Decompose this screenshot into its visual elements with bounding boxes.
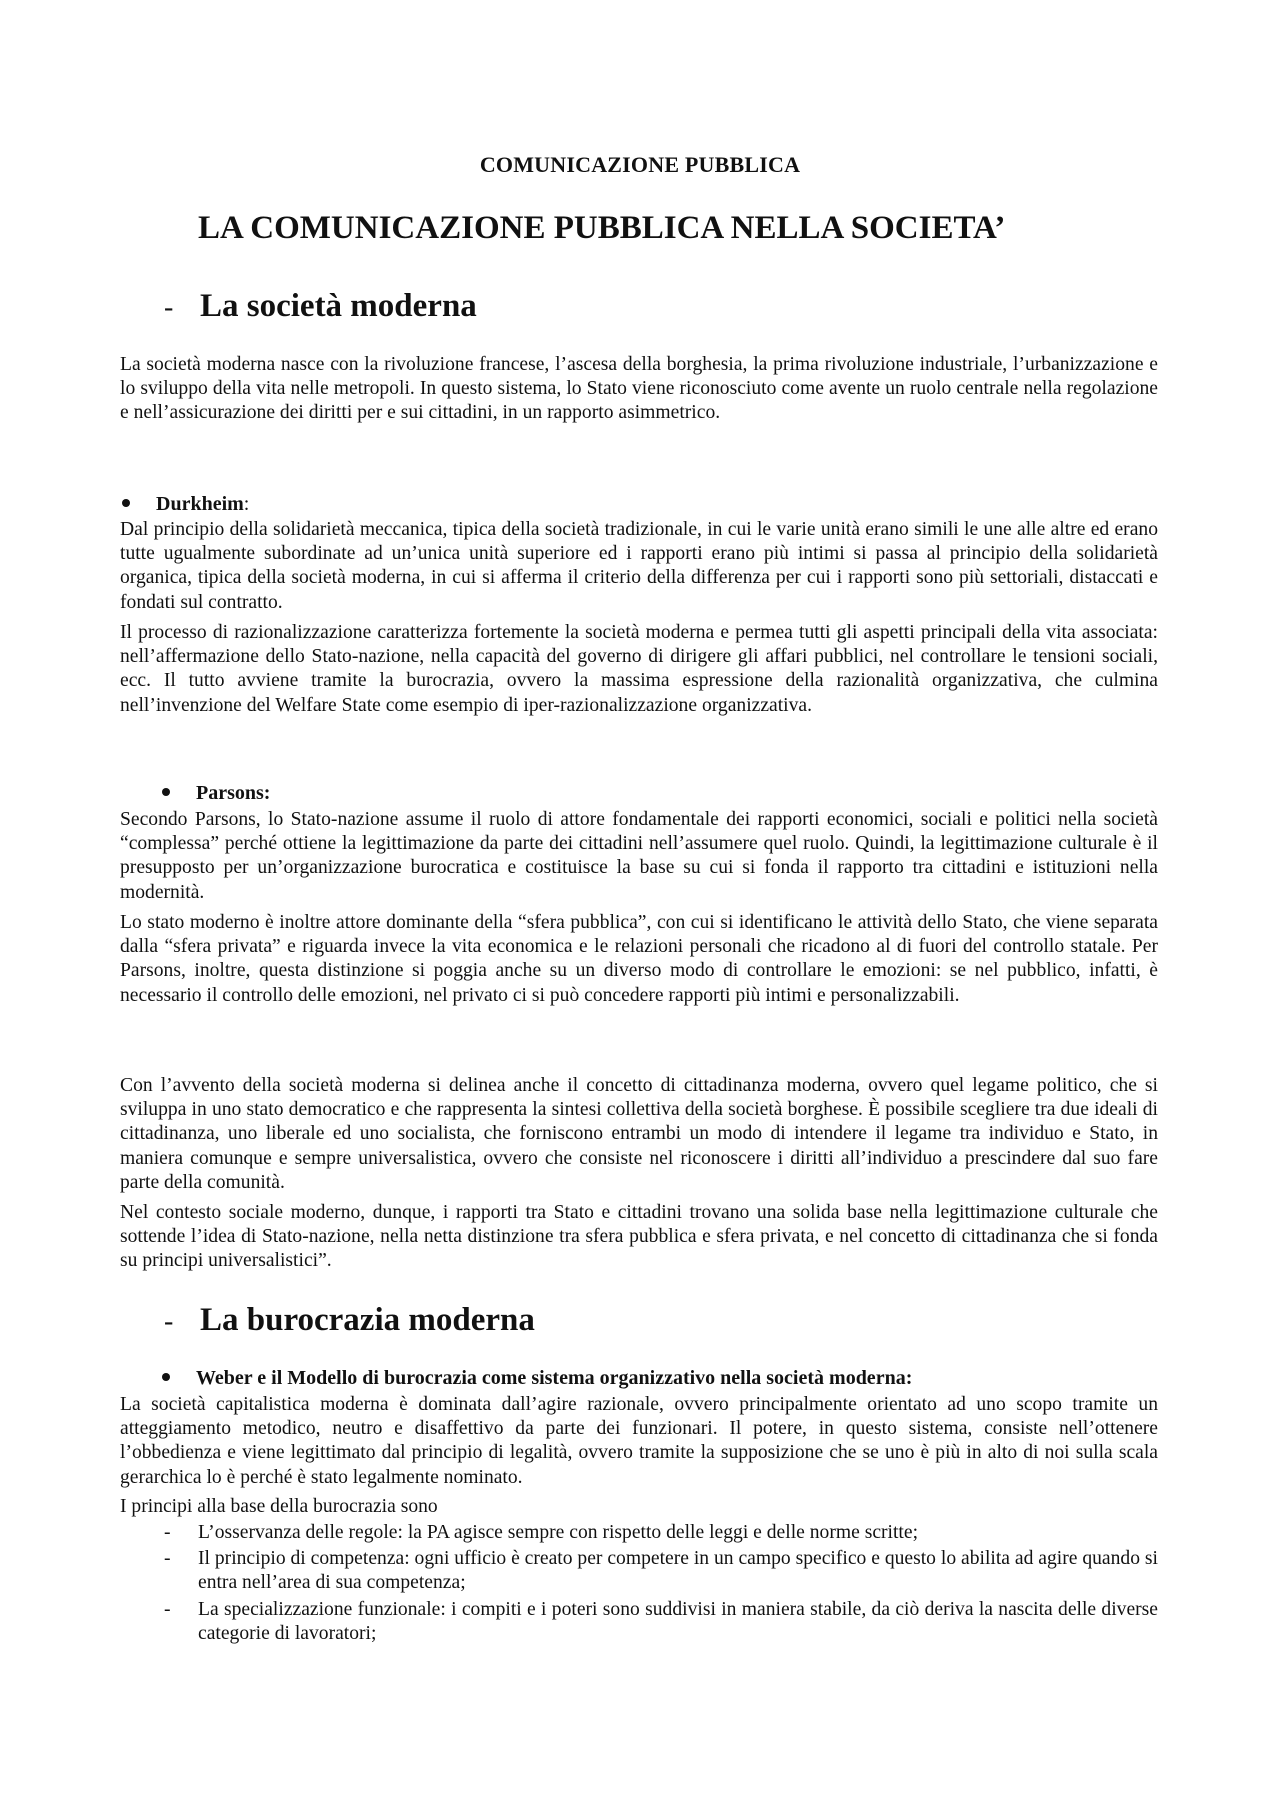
list-dash: - [164, 1548, 171, 1570]
list-item [160, 1598, 1158, 1646]
heading-text: La burocrazia moderna [200, 1302, 535, 1338]
paragraph-intro: La società moderna nasce con la rivoluzione francese, l’ascesa della borghesia, la prima rivoluzione industriale, l’urbanizzazione e lo sviluppo della vita nelle metropoli. In questo sistema, lo Stato viene riconosciuto come avente un ruolo centrale nella regolazione e nell’assicurazione dei diritti per e sui cittadini, in un rapporto asimmetrico. [120, 354, 1158, 424]
bullet-dot [162, 1373, 170, 1381]
paragraph-weber-2: I principi alla base della burocrazia sono [120, 1496, 438, 1517]
list-item [160, 1521, 1158, 1545]
list-dash: - [164, 1522, 171, 1543]
heading-text: La società moderna [200, 288, 477, 324]
section-heading-societa-moderna [164, 288, 477, 325]
paragraph-citizenship-1: Con l’avvento della società moderna si delinea anche il concetto di cittadinanza moderna, ovvero quel legame politico, che si sviluppa in uno stato democratico e che rappresenta la sintesi collettiva della società borghese. È possibile scegliere tra due ideali di cittadinanza, uno liberale ed uno socialista, che forniscono entrambi un modo di intendere il legame tra individuo e Stato, in maniera comunque e sempre universalistica, ovvero che consiste nel riconoscere i diritti all’individuo a prescindere dal suo fare parte della comunità. [120, 1075, 1158, 1193]
bullet-dot [162, 788, 170, 796]
principles-list [160, 1521, 1158, 1648]
list-item-text: L’osservanza delle regole: la PA agisce sempre con rispetto delle leggi e delle norme scritte; [198, 1522, 919, 1543]
bullet-colon: : [243, 493, 250, 515]
heading-dash: - [164, 1306, 174, 1337]
bullet-label: Parsons: [196, 782, 271, 804]
paragraph-parsons-2: Lo stato moderno è inoltre attore dominante della “sfera pubblica”, con cui si identificano le attività dello Stato, che viene separata dalla “sfera privata” e riguarda invece la vita economica e le relazioni personali che ricadono al di fuori del controllo statale. Per Parsons, inoltre, questa distinzione si poggia anche su un diverso modo di controllare le emozioni: se nel pubblico, infatti, è necessario il controllo delle emozioni, nel privato ci si può concedere rapporti più intimi e personalizzabili. [120, 912, 1158, 1006]
heading-dash: - [164, 292, 174, 323]
bullet-label: Durkheim [156, 493, 244, 515]
list-item-text: Il principio di competenza: ogni ufficio è creato per competere in un campo specifico e questo lo abilita ad agire quando si entra nell’area di sua competenza; [198, 1548, 1158, 1594]
bullet-weber [162, 1367, 912, 1390]
document-subtitle: LA COMUNICAZIONE PUBBLICA NELLA SOCIETA’ [198, 210, 1006, 246]
bullet-durkheim [122, 493, 249, 516]
list-dash: - [164, 1598, 171, 1620]
document-title: COMUNICAZIONE PUBBLICA [479, 152, 801, 177]
bullet-parsons [162, 782, 270, 805]
paragraph-parsons-1: Secondo Parsons, lo Stato-nazione assume il ruolo di attore fondamentale dei rapporti economici, sociali e politici nella società “complessa” perché ottiene la legittimazione da parte dei cittadini nell’assumere quel ruolo. Quindi, la legittimazione culturale è il presupposto per un’organizzazione burocratica e costituisce la base su cui si fonda il rapporto tra cittadini e istituzioni nella modernità. [120, 809, 1158, 903]
bullet-dot [122, 499, 130, 507]
paragraph-weber-1: La società capitalistica moderna è dominata dall’agire razionale, ovvero principalmente orientato ad uno scopo tramite un atteggiamento metodico, neutro e disaffettivo da parte dei funzionari. Il potere, in questo sistema, consiste nell’ottenere l’obbedienza e viene legittimato dal principio di legalità, ovvero tramite la supposizione che se uno è più in alto di noi sulla scala gerarchica lo è perché è stato legalmente nominato. [120, 1394, 1158, 1488]
list-item [160, 1547, 1158, 1595]
paragraph-durkheim-2: Il processo di razionalizzazione caratterizza fortemente la società moderna e permea tutti gli aspetti principali della vita associata: nell’affermazione dello Stato-nazione, nella capacità del governo di dirigere gli affari pubblici, nel controllare le tensioni sociali, ecc. Il tutto avviene tramite la burocrazia, ovvero la massima espressione della razionalità organizzativa, che culmina nell’invenzione del Welfare State come esempio di iper-razionalizzazione organizzativa. [120, 622, 1158, 716]
paragraph-citizenship-2: Nel contesto sociale moderno, dunque, i rapporti tra Stato e cittadini trovano una solida base nella legittimazione culturale che sottende l’idea di Stato-nazione, nella netta distinzione tra sfera pubblica e sfera privata, e nel concetto di cittadinanza che si fonda su principi universalistici”. [120, 1202, 1158, 1272]
bullet-label: Weber e il Modello di burocrazia come sistema organizzativo nella società moderna: [196, 1367, 913, 1389]
list-item-text: La specializzazione funzionale: i compiti e i poteri sono suddivisi in maniera stabile, da ciò deriva la nascita delle diverse categorie di lavoratori; [198, 1598, 1158, 1644]
section-heading-burocrazia-moderna [164, 1302, 535, 1339]
paragraph-durkheim-1: Dal principio della solidarietà meccanica, tipica della società tradizionale, in cui le varie unità erano simili le une alle altre ed erano tutte ugualmente subordinate ad un’unica unità superiore ed i rapporti erano più intimi si passa al principio della solidarietà organica, tipica della società moderna, in cui si afferma il criterio della differenza per cui i rapporti sono più settoriali, distaccati e fondati sul contratto. [120, 519, 1158, 613]
